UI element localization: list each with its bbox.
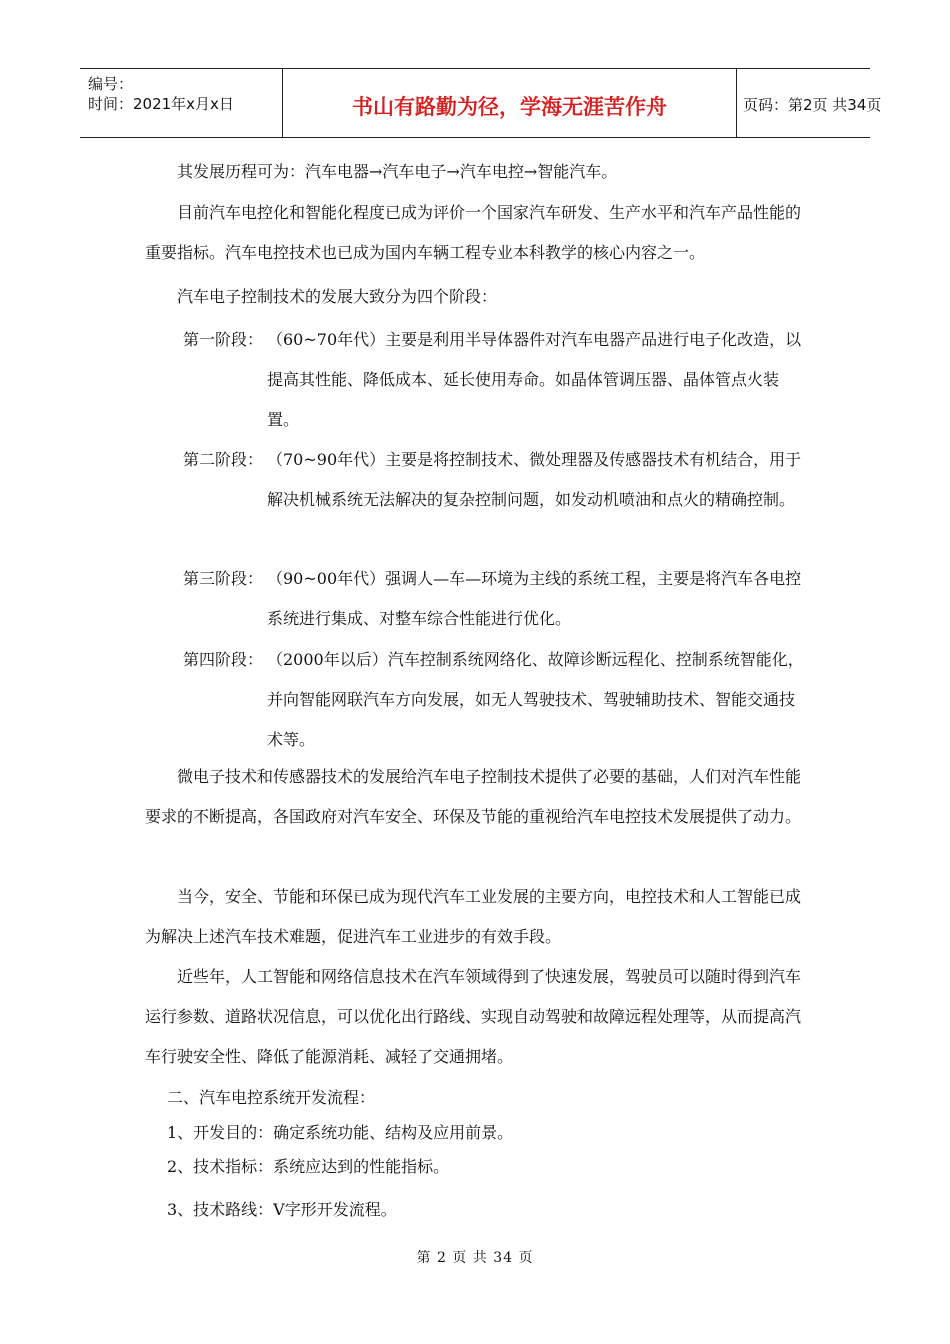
stage-item <box>183 559 808 639</box>
stage-item <box>183 320 808 440</box>
time-label: 时间：2021年x月x日 <box>88 95 234 113</box>
stage-text: （60~70年代）主要是利用半导体器件对汽车电器产品进行电子化改造，以提高其性能、降低成本、延长使用寿命。如晶体管调压器、晶体管点火装置。 <box>267 330 802 429</box>
page-footer: 第 2 页 共 34 页 <box>416 1250 534 1266</box>
stage-text: （70~90年代）主要是将控制技术、微处理器及传感器技术有机结合，用于解决机械系统无法解决的复杂控制问题，如发动机喷油和点火的精确控制。 <box>267 450 802 509</box>
motto: 书山有路勤为径，学海无涯苦作舟 <box>352 95 667 119</box>
list-item: 3、技术路线：V字形开发流程。 <box>167 1200 397 1219</box>
paragraph <box>145 193 815 273</box>
list-item: 1、开发目的：确定系统功能、结构及应用前景。 <box>167 1123 514 1142</box>
page-header <box>80 68 882 138</box>
paragraph-text: 目前汽车电控化和智能化程度已成为评价一个国家汽车研发、生产水平和汽车产品性能的重要指标。汽车电控技术也已成为国内车辆工程专业本科教学的核心内容之一。 <box>145 203 802 262</box>
paragraph-text: 汽车电子控制技术的发展大致分为四个阶段： <box>177 287 498 306</box>
paragraph <box>145 757 815 837</box>
header-page-cell <box>737 69 882 137</box>
paragraph-text: 微电子技术和传感器技术的发展给汽车电子控制技术提供了必要的基础，人们对汽车性能要求的不断提高，各国政府对汽车安全、环保及节能的重视给汽车电控技术发展提供了动力。 <box>145 767 802 826</box>
stage-item <box>183 440 808 520</box>
header-meta-cell <box>80 69 282 137</box>
stage-text: （2000年以后）汽车控制系统网络化、故障诊断远程化、控制系统智能化，并向智能网联汽车方向发展，如无人驾驶技术、驾驶辅助技术、智能交通技术等。 <box>267 650 804 749</box>
paragraph-text: 其发展历程可为：汽车电器→汽车电子→汽车电控→智能汽车。 <box>177 162 618 181</box>
header-motto-cell <box>282 69 737 137</box>
section-heading: 二、汽车电控系统开发流程： <box>167 1088 376 1107</box>
list-item: 2、技术指标：系统应达到的性能指标。 <box>167 1157 450 1176</box>
paragraph-text: 当今，安全、节能和环保已成为现代汽车工业发展的主要方向，电控技术和人工智能已成为解决上述汽车技术难题，促进汽车工业进步的有效手段。 <box>145 887 802 946</box>
paragraph <box>145 957 815 1077</box>
paragraph <box>145 877 815 957</box>
stage-label: 第四阶段： <box>183 650 264 669</box>
stage-text: （90~00年代）强调人—车—环境为主线的系统工程，主要是将汽车各电控系统进行集成、对整车综合性能进行优化。 <box>267 569 802 628</box>
paragraph-text: 近些年，人工智能和网络信息技术在汽车领域得到了快速发展，驾驶员可以随时得到汽车运行参数、道路状况信息，可以优化出行路线、实现自动驾驶和故障远程处理等，从而提高汽车行驶安全性、降低了能源消耗、减轻了交通拥堵。 <box>145 967 802 1066</box>
page-info: 页码：第2页 共34页 <box>743 96 882 114</box>
number-label: 编号： <box>88 75 134 93</box>
paragraph <box>145 152 815 192</box>
stage-label: 第一阶段： <box>183 330 264 349</box>
paragraph <box>145 277 815 317</box>
stage-label: 第三阶段： <box>183 569 264 588</box>
stage-label: 第二阶段： <box>183 450 264 469</box>
stage-item <box>183 640 808 760</box>
